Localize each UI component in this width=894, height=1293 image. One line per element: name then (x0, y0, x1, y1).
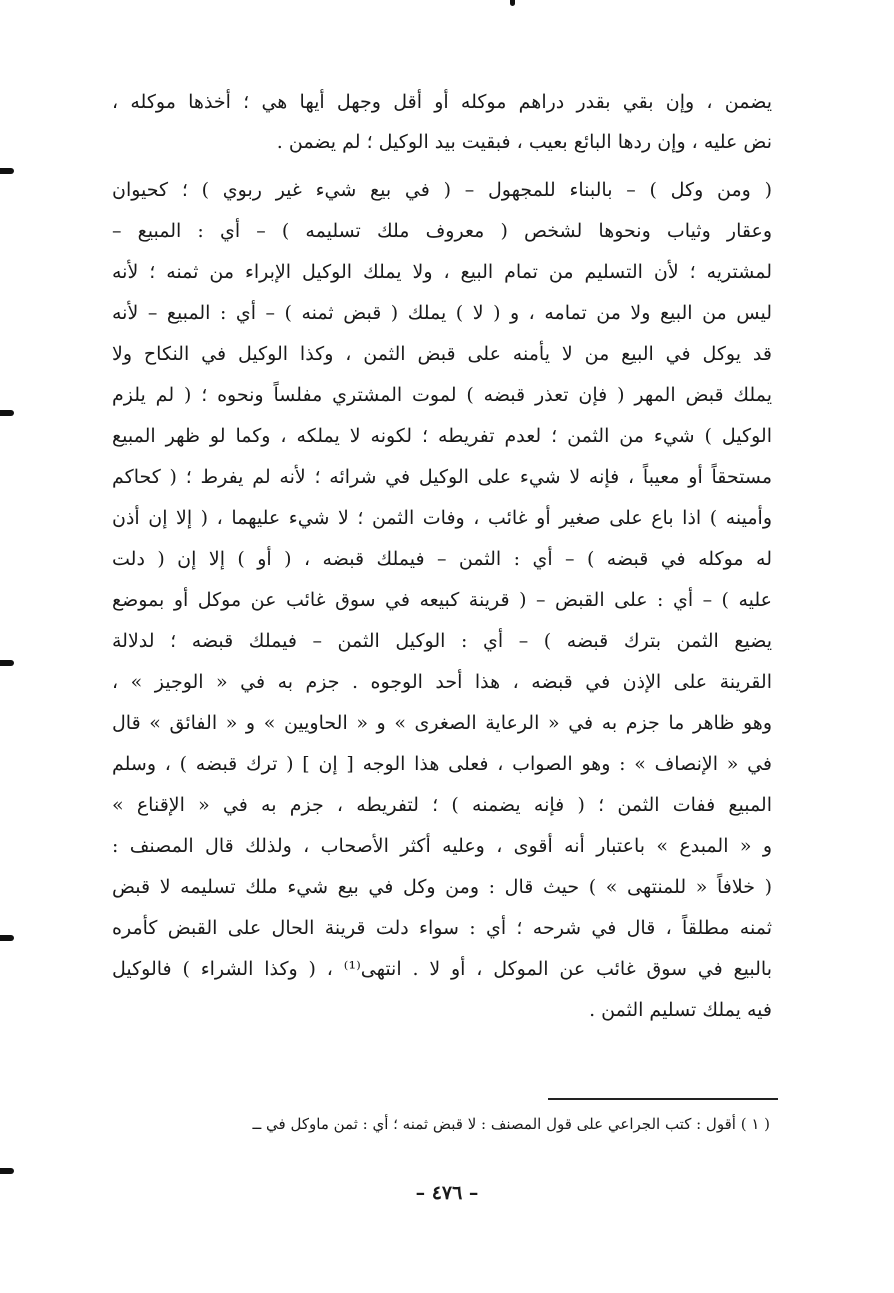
page-number: – ٤٧٦ – (415, 1182, 479, 1204)
text-line: وعقار وثياب ونحوها لشخص ( معروف ملك تسليمه ) – أي : المبيع – (112, 220, 772, 242)
margin-mark (0, 168, 14, 174)
footnote-divider (548, 1098, 778, 1100)
text-line: و « المبدع » باعتبار أنه أقوى ، وعليه أكثر الأصحاب ، ولذلك قال المصنف : (112, 835, 772, 857)
text-line: ( خلافاً « للمنتهى » ) حيث قال : ومن وكل في بيع شيء ملك تسليمه لا قبض (112, 876, 772, 898)
margin-mark (0, 935, 14, 941)
text-line: القرينة على الإذن في قبضه ، هذا أحد الوجوه . جزم به في « الوجيز » ، (112, 671, 772, 693)
text-line: له موكله في قبضه ) – أي : الثمن – فيملك قبضه ، ( أو ) إلا إن ( دلت (112, 548, 772, 570)
margin-mark (0, 660, 14, 666)
text-line: يملك قبض المهر ( فإن تعذر قبضه ) لموت المشتري مفلساً ونحوه ؛ ( لم يلزم (112, 384, 772, 406)
margin-mark (0, 1168, 14, 1174)
text-line: وهو ظاهر ما جزم به في « الرعاية الصغرى » و « الحاويين » و « الفائق » قال (112, 712, 772, 734)
text-line: نض عليه ، وإن ردها البائع بعيب ، فبقيت بيد الوكيل ؛ لم يضمن . (276, 131, 772, 153)
text-line: لمشتريه ؛ لأن التسليم من تمام البيع ، ولا يملك الوكيل الإبراء من ثمنه ؛ لأنه (112, 261, 772, 283)
footnote: ( ١ ) أقول : كتب الجراعي على قول المصنف : لا قبض ثمنه ؛ أي : ثمن ماوكل في ــ (252, 1115, 770, 1133)
text-line: ليس من البيع ولا من تمامه ، و ( لا ) يملك ( قبض ثمنه ) – أي : المبيع – لأنه (112, 302, 772, 324)
text-line: عليه ) – أي : على القبض – ( قرينة كبيعه في سوق غائب عن موكل أو بموضع (112, 589, 772, 611)
text-line: قد يوكل في البيع من لا يأمنه على قبض الثمن ، وكذا الوكيل في النكاح ولا (112, 343, 772, 365)
text-line: يضمن ، وإن بقي بقدر دراهم موكله أو أقل وجهل أيها هي ؛ أخذها موكله ، (112, 91, 772, 113)
text-line: وأمينه ) اذا باع على صغير أو غائب ، وفات الثمن ؛ لا شيء عليهما ، ( إلا إن أذن (112, 507, 772, 529)
text-line: فيه يملك تسليم الثمن . (589, 999, 772, 1021)
text-line: المبيع ففات الثمن ؛ ( فإنه يضمنه ) ؛ لتفريطه ، جزم به في « الإقناع » (112, 794, 772, 816)
text-line: يضيع الثمن بترك قبضه ) – أي : الوكيل الثمن – فيملك قبضه ؛ لدلالة (112, 630, 772, 652)
text-line: مستحقاً أو معيباً ، فإنه لا شيء على الوكيل في شرائه ؛ لأنه لم يفرط ؛ ( كحاكم (112, 466, 772, 488)
text-line: ( ومن وكل ) – بالبناء للمجهول – ( في بيع شيء غير ربوي ) ؛ كحيوان (112, 179, 772, 201)
text-line: ثمنه مطلقاً ، قال في شرحه ؛ أي : سواء دلت قرينة الحال على القبض كأمره (112, 917, 772, 939)
text-line: بالبيع في سوق غائب عن الموكل ، أو لا . انتهى⁽¹⁾ ، ( وكذا الشراء ) فالوكيل (112, 958, 772, 980)
text-line: الوكيل ) شيء من الثمن ؛ لعدم تفريطه ؛ لكونه لا يملكه ، وكما لو ظهر المبيع (112, 425, 772, 447)
margin-mark (0, 410, 14, 416)
top-edge-mark (510, 0, 515, 6)
text-line: في « الإنصاف » : وهو الصواب ، فعلى هذا الوجه [ إن ] ( ترك قبضه ) ، وسلم (112, 753, 772, 775)
